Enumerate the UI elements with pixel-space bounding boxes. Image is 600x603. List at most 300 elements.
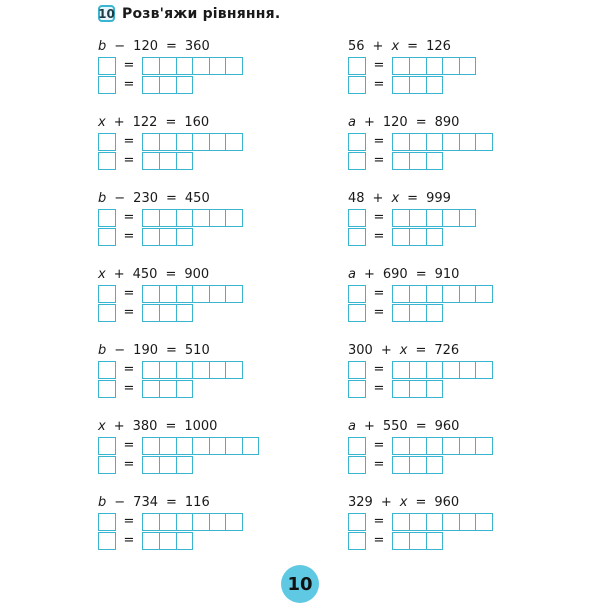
answer-cell[interactable] xyxy=(193,513,210,531)
equation-token: 122 xyxy=(132,115,158,130)
equation-token: = xyxy=(415,115,427,130)
equation-text xyxy=(98,190,318,208)
equation-token: 190 xyxy=(133,343,158,358)
answer-cell[interactable] xyxy=(427,456,444,474)
equation-token: 48 xyxy=(348,191,365,206)
equals-sign: = xyxy=(373,134,385,149)
equals-sign: = xyxy=(123,381,135,396)
equation-text xyxy=(98,266,318,284)
answer-cell[interactable] xyxy=(193,57,210,75)
equation-problem xyxy=(98,342,318,418)
variable-answer-box[interactable] xyxy=(98,133,116,151)
variable-answer-box[interactable] xyxy=(348,361,366,379)
equation-token: = xyxy=(407,39,419,54)
variable-answer-box[interactable] xyxy=(348,228,366,246)
answer-cell[interactable] xyxy=(142,76,160,94)
answer-cell-grid xyxy=(142,532,193,550)
answer-cell[interactable] xyxy=(177,361,194,379)
answer-cell[interactable] xyxy=(410,361,427,379)
variable-answer-box[interactable] xyxy=(348,437,366,455)
solution-answer-row xyxy=(98,303,318,322)
task-title: Розв'яжи рівняння. xyxy=(122,5,281,22)
answer-cell-grid xyxy=(142,361,243,379)
variable-answer-box[interactable] xyxy=(98,532,116,550)
answer-cell-grid xyxy=(392,152,443,170)
equation-variable: b xyxy=(98,39,107,54)
answer-cell[interactable] xyxy=(160,57,177,75)
answer-cell[interactable] xyxy=(427,285,444,303)
variable-answer-box[interactable] xyxy=(348,57,366,75)
answer-cell[interactable] xyxy=(427,304,444,322)
equation-text xyxy=(98,418,318,436)
answer-cell[interactable] xyxy=(210,57,227,75)
answer-cell[interactable] xyxy=(460,133,477,151)
variable-answer-box[interactable] xyxy=(348,285,366,303)
answer-cell[interactable] xyxy=(427,57,444,75)
equals-sign: = xyxy=(123,305,135,320)
variable-answer-box[interactable] xyxy=(98,437,116,455)
solution-answer-row xyxy=(98,379,318,398)
solution-answer-row xyxy=(348,227,568,246)
variable-answer-box[interactable] xyxy=(348,380,366,398)
equation-token: = xyxy=(165,419,177,434)
equation-text xyxy=(348,494,568,512)
answer-cell-grid xyxy=(142,228,193,246)
answer-cell[interactable] xyxy=(142,228,160,246)
equation-token: 450 xyxy=(184,191,210,206)
answer-cell[interactable] xyxy=(427,76,444,94)
answer-cell[interactable] xyxy=(392,209,410,227)
answer-cell[interactable] xyxy=(210,285,227,303)
equation-problem xyxy=(348,190,568,266)
answer-cell-grid xyxy=(392,76,443,94)
answer-cell[interactable] xyxy=(392,133,410,151)
equation-token: 910 xyxy=(434,267,460,282)
answer-cell[interactable] xyxy=(142,361,160,379)
equation-token: + xyxy=(113,419,125,434)
solution-answer-row xyxy=(98,531,318,550)
answer-cell[interactable] xyxy=(427,209,444,227)
solution-step-row xyxy=(98,512,318,531)
equation-problem xyxy=(98,418,318,494)
answer-cell-grid xyxy=(142,513,243,531)
answer-cell[interactable] xyxy=(427,380,444,398)
equation-variable: a xyxy=(348,419,356,434)
answer-cell[interactable] xyxy=(226,285,243,303)
equation-variable: a xyxy=(348,267,356,282)
solution-answer-row xyxy=(98,455,318,474)
answer-cell[interactable] xyxy=(410,209,427,227)
answer-cell-grid xyxy=(392,285,493,303)
variable-answer-box[interactable] xyxy=(98,285,116,303)
solution-answer-row xyxy=(348,455,568,474)
equation-variable: a xyxy=(348,115,356,130)
answer-cell[interactable] xyxy=(142,304,160,322)
equals-sign: = xyxy=(123,438,135,453)
solution-step-row xyxy=(348,56,568,75)
answer-cell[interactable] xyxy=(443,513,460,531)
equation-problem xyxy=(98,266,318,342)
answer-cell-grid xyxy=(392,304,443,322)
answer-cell[interactable] xyxy=(177,228,194,246)
answer-cell[interactable] xyxy=(392,361,410,379)
equation-problem xyxy=(348,266,568,342)
equals-sign: = xyxy=(123,229,135,244)
answer-cell[interactable] xyxy=(142,437,160,455)
answer-cell[interactable] xyxy=(476,133,493,151)
equation-token: 726 xyxy=(434,343,460,358)
answer-cell[interactable] xyxy=(460,513,477,531)
equation-variable: x xyxy=(391,191,400,206)
equation-variable: x xyxy=(98,267,106,282)
answer-cell[interactable] xyxy=(226,209,243,227)
answer-cell[interactable] xyxy=(460,209,477,227)
variable-answer-box[interactable] xyxy=(98,228,116,246)
equation-token: 890 xyxy=(434,115,460,130)
solution-step-row xyxy=(98,56,318,75)
equation-token: = xyxy=(407,191,419,206)
answer-cell[interactable] xyxy=(460,285,477,303)
answer-cell[interactable] xyxy=(193,133,210,151)
solution-step-row xyxy=(98,284,318,303)
answer-cell[interactable] xyxy=(460,437,477,455)
answer-cell[interactable] xyxy=(392,57,410,75)
answer-cell[interactable] xyxy=(177,57,194,75)
equation-token: 230 xyxy=(133,191,158,206)
equals-sign: = xyxy=(123,514,135,529)
answer-cell-grid xyxy=(142,133,243,151)
answer-cell[interactable] xyxy=(210,209,227,227)
equation-token: = xyxy=(166,39,177,54)
equation-text xyxy=(98,494,318,512)
answer-cell[interactable] xyxy=(427,532,444,550)
answer-cell[interactable] xyxy=(392,380,410,398)
equation-token: 960 xyxy=(434,419,460,434)
answer-cell[interactable] xyxy=(460,361,477,379)
variable-answer-box[interactable] xyxy=(348,532,366,550)
solution-step-row xyxy=(98,436,318,455)
answer-cell[interactable] xyxy=(427,437,444,455)
answer-cell[interactable] xyxy=(177,380,194,398)
equation-text xyxy=(348,418,568,436)
equals-sign: = xyxy=(123,58,135,73)
answer-cell-grid xyxy=(392,361,493,379)
equals-sign: = xyxy=(373,362,385,377)
answer-cell[interactable] xyxy=(443,57,460,75)
equation-token: − xyxy=(114,39,126,54)
answer-cell-grid xyxy=(142,437,259,455)
variable-answer-box[interactable] xyxy=(98,57,116,75)
answer-cell[interactable] xyxy=(142,380,160,398)
answer-cell[interactable] xyxy=(443,209,460,227)
equals-sign: = xyxy=(373,457,385,472)
equals-sign: = xyxy=(373,153,385,168)
answer-cell[interactable] xyxy=(476,361,493,379)
answer-cell[interactable] xyxy=(410,76,427,94)
answer-cell[interactable] xyxy=(392,285,410,303)
answer-cell[interactable] xyxy=(160,456,177,474)
equation-token: 126 xyxy=(426,39,451,54)
answer-cell[interactable] xyxy=(460,57,477,75)
equation-token: = xyxy=(165,267,177,282)
answer-cell[interactable] xyxy=(410,380,427,398)
answer-cell[interactable] xyxy=(160,152,177,170)
answer-cell-grid xyxy=(392,133,493,151)
equation-token: 690 xyxy=(382,267,408,282)
answer-cell[interactable] xyxy=(210,133,227,151)
answer-cell[interactable] xyxy=(142,209,160,227)
solution-answer-row xyxy=(348,151,568,170)
answer-cell[interactable] xyxy=(142,133,160,151)
variable-answer-box[interactable] xyxy=(98,456,116,474)
equation-token: − xyxy=(114,343,126,358)
variable-answer-box[interactable] xyxy=(348,133,366,151)
equation-token: + xyxy=(372,39,384,54)
equals-sign: = xyxy=(373,514,385,529)
answer-cell[interactable] xyxy=(410,228,427,246)
answer-cell[interactable] xyxy=(410,57,427,75)
equation-problem xyxy=(348,38,568,114)
answer-cell[interactable] xyxy=(392,152,410,170)
answer-cell[interactable] xyxy=(443,133,460,151)
solution-step-row xyxy=(98,208,318,227)
equation-token: 329 xyxy=(348,495,373,510)
answer-cell[interactable] xyxy=(392,513,410,531)
task-number-badge: 10 xyxy=(98,6,115,21)
variable-answer-box[interactable] xyxy=(98,209,116,227)
answer-cell[interactable] xyxy=(160,133,177,151)
equation-token: = xyxy=(415,419,427,434)
answer-cell[interactable] xyxy=(392,228,410,246)
answer-cell[interactable] xyxy=(410,285,427,303)
equals-sign: = xyxy=(123,77,135,92)
equation-variable: x xyxy=(399,343,408,358)
answer-cell[interactable] xyxy=(142,57,160,75)
answer-cell[interactable] xyxy=(160,513,177,531)
equation-token: + xyxy=(363,267,375,282)
equation-token: 510 xyxy=(184,343,210,358)
equation-token: 116 xyxy=(184,495,210,510)
answer-cell[interactable] xyxy=(243,437,260,455)
equation-variable: x xyxy=(399,495,408,510)
answer-cell[interactable] xyxy=(142,532,160,550)
answer-cell[interactable] xyxy=(427,152,444,170)
answer-cell[interactable] xyxy=(392,76,410,94)
answer-cell[interactable] xyxy=(392,304,410,322)
answer-cell[interactable] xyxy=(226,513,243,531)
equation-variable: x xyxy=(391,39,400,54)
answer-cell[interactable] xyxy=(177,456,194,474)
answer-cell[interactable] xyxy=(410,513,427,531)
solution-answer-row xyxy=(98,151,318,170)
answer-cell[interactable] xyxy=(177,513,194,531)
answer-cell[interactable] xyxy=(410,456,427,474)
answer-cell-grid xyxy=(142,57,243,75)
answer-cell-grid xyxy=(142,304,193,322)
answer-cell[interactable] xyxy=(193,209,210,227)
answer-cell-grid xyxy=(142,209,243,227)
answer-cell[interactable] xyxy=(177,133,194,151)
variable-answer-box[interactable] xyxy=(348,456,366,474)
solution-step-row xyxy=(348,360,568,379)
equation-token: 1000 xyxy=(184,419,218,434)
equation-token: − xyxy=(114,191,126,206)
variable-answer-box[interactable] xyxy=(98,304,116,322)
answer-cell[interactable] xyxy=(392,456,410,474)
answer-cell[interactable] xyxy=(160,304,177,322)
equation-token: − xyxy=(114,495,126,510)
equation-token: 450 xyxy=(132,267,158,282)
solution-answer-row xyxy=(98,227,318,246)
equation-text xyxy=(348,114,568,132)
answer-cell-grid xyxy=(392,209,476,227)
answer-cell[interactable] xyxy=(160,532,177,550)
equation-problem xyxy=(348,114,568,190)
equation-token: = xyxy=(166,495,177,510)
variable-answer-box[interactable] xyxy=(98,361,116,379)
equals-sign: = xyxy=(123,134,135,149)
answer-cell[interactable] xyxy=(177,285,194,303)
page-number: 10 xyxy=(281,565,319,603)
solution-answer-row xyxy=(98,75,318,94)
solution-answer-row xyxy=(348,75,568,94)
solution-step-row xyxy=(98,132,318,151)
answer-cell[interactable] xyxy=(410,304,427,322)
variable-answer-box[interactable] xyxy=(98,513,116,531)
equation-variable: b xyxy=(98,191,107,206)
equals-sign: = xyxy=(373,305,385,320)
equation-token: 734 xyxy=(133,495,158,510)
answer-cell[interactable] xyxy=(177,152,194,170)
variable-answer-box[interactable] xyxy=(348,513,366,531)
answer-cell[interactable] xyxy=(443,437,460,455)
solution-step-row xyxy=(348,208,568,227)
solution-answer-row xyxy=(348,379,568,398)
answer-cell[interactable] xyxy=(392,532,410,550)
equation-token: 900 xyxy=(184,267,210,282)
equation-token: + xyxy=(372,191,384,206)
answer-cell[interactable] xyxy=(160,437,177,455)
equation-problem xyxy=(98,190,318,266)
answer-cell[interactable] xyxy=(210,513,227,531)
answer-cell[interactable] xyxy=(193,361,210,379)
equation-text xyxy=(98,38,318,56)
equation-token: 999 xyxy=(426,191,451,206)
answer-cell[interactable] xyxy=(226,437,243,455)
answer-cell[interactable] xyxy=(193,285,210,303)
answer-cell[interactable] xyxy=(410,532,427,550)
answer-cell[interactable] xyxy=(476,513,493,531)
variable-answer-box[interactable] xyxy=(98,76,116,94)
answer-cell[interactable] xyxy=(177,76,194,94)
equals-sign: = xyxy=(373,58,385,73)
answer-cell[interactable] xyxy=(142,152,160,170)
answer-cell[interactable] xyxy=(142,285,160,303)
answer-cell[interactable] xyxy=(160,76,177,94)
answer-cell[interactable] xyxy=(226,57,243,75)
answer-cell[interactable] xyxy=(142,456,160,474)
equals-sign: = xyxy=(373,77,385,92)
variable-answer-box[interactable] xyxy=(348,76,366,94)
answer-cell[interactable] xyxy=(142,513,160,531)
equation-problem xyxy=(348,342,568,418)
equals-sign: = xyxy=(123,362,135,377)
equation-token: + xyxy=(113,267,125,282)
answer-cell[interactable] xyxy=(443,285,460,303)
answer-cell[interactable] xyxy=(160,285,177,303)
answer-cell-grid xyxy=(392,437,493,455)
equals-sign: = xyxy=(373,533,385,548)
answer-cell-grid xyxy=(142,285,243,303)
equation-text xyxy=(98,114,318,132)
answer-cell-grid xyxy=(142,456,193,474)
answer-cell[interactable] xyxy=(177,209,194,227)
answer-cell[interactable] xyxy=(427,361,444,379)
equation-token: = xyxy=(166,343,177,358)
solution-answer-row xyxy=(348,531,568,550)
answer-cell[interactable] xyxy=(177,532,194,550)
answer-cell-grid xyxy=(142,76,193,94)
equation-token: = xyxy=(165,115,177,130)
answer-cell[interactable] xyxy=(226,361,243,379)
answer-cell[interactable] xyxy=(160,380,177,398)
answer-cell[interactable] xyxy=(160,209,177,227)
equals-sign: = xyxy=(123,210,135,225)
answer-cell[interactable] xyxy=(160,361,177,379)
answer-cell-grid xyxy=(392,456,443,474)
equation-token: + xyxy=(380,495,392,510)
answer-cell[interactable] xyxy=(226,133,243,151)
answer-cell[interactable] xyxy=(427,228,444,246)
answer-cell[interactable] xyxy=(427,513,444,531)
answer-cell[interactable] xyxy=(410,437,427,455)
equation-token: 380 xyxy=(132,419,158,434)
answer-cell[interactable] xyxy=(210,361,227,379)
answer-cell[interactable] xyxy=(160,228,177,246)
variable-answer-box[interactable] xyxy=(348,304,366,322)
variable-answer-box[interactable] xyxy=(98,380,116,398)
answer-cell[interactable] xyxy=(210,437,227,455)
variable-answer-box[interactable] xyxy=(98,152,116,170)
equation-token: 550 xyxy=(382,419,408,434)
equation-text xyxy=(348,190,568,208)
equation-text xyxy=(348,266,568,284)
equals-sign: = xyxy=(373,381,385,396)
equals-sign: = xyxy=(373,229,385,244)
answer-cell[interactable] xyxy=(443,361,460,379)
variable-answer-box[interactable] xyxy=(348,152,366,170)
answer-cell[interactable] xyxy=(177,437,194,455)
answer-cell[interactable] xyxy=(476,437,493,455)
right-equation-column xyxy=(348,38,568,570)
answer-cell[interactable] xyxy=(177,304,194,322)
answer-cell[interactable] xyxy=(410,152,427,170)
answer-cell[interactable] xyxy=(392,437,410,455)
answer-cell[interactable] xyxy=(193,437,210,455)
equation-token: 120 xyxy=(382,115,408,130)
answer-cell[interactable] xyxy=(476,285,493,303)
equals-sign: = xyxy=(373,210,385,225)
equation-token: 300 xyxy=(348,343,373,358)
answer-cell[interactable] xyxy=(410,133,427,151)
solution-step-row xyxy=(98,360,318,379)
variable-answer-box[interactable] xyxy=(348,209,366,227)
equation-variable: x xyxy=(98,115,106,130)
solution-answer-row xyxy=(348,303,568,322)
equation-variable: x xyxy=(98,419,106,434)
answer-cell[interactable] xyxy=(427,133,444,151)
equals-sign: = xyxy=(123,286,135,301)
